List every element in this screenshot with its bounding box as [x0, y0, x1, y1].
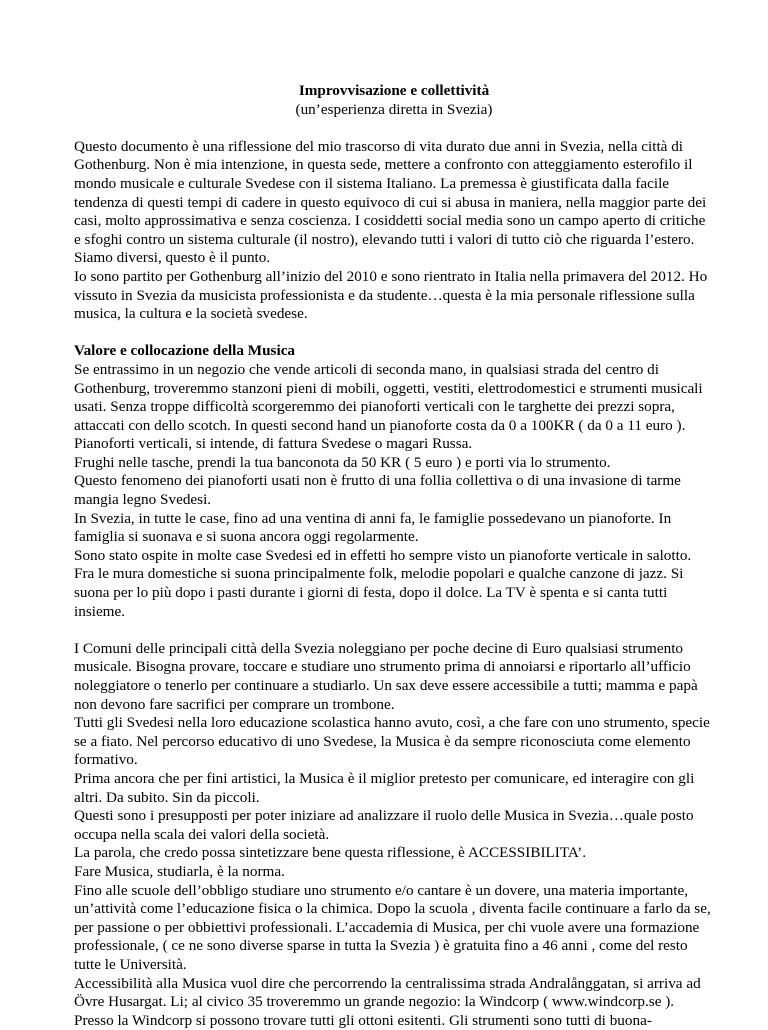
section-accessibilita [74, 640, 714, 1030]
section-paragraph: Frughi nelle tasche, prendi la tua banconota da 50 KR ( 5 euro ) e porti via lo strumento. [74, 454, 714, 473]
section-paragraph: Sono stato ospite in molte case Svedesi ed in effetti ho sempre visto un pianoforte verticale in salotto. Fra le mura domestiche si suona principalmente folk, melodie popolari e qualche canzone di jazz. Si suona per lo più dopo i pasti durante i giorni di festa, dopo il dolce. La TV è spenta e si canta tutti insieme. [74, 547, 714, 621]
document-subtitle: (un’esperienza diretta in Svezia) [74, 101, 714, 120]
body-paragraph: Questi sono i presupposti per poter iniziare ad analizzare il ruolo delle Musica in Svezia…quale posto occupa nella scala dei valori della società. [74, 807, 714, 844]
body-paragraph: I Comuni delle principali città della Svezia noleggiano per poche decine di Euro qualsiasi strumento musicale. Bisogna provare, toccare e studiare uno strumento prima di annoiarsi e riportarlo all’ufficio noleggiatore o tenerlo per continuare a studiarlo. Un sax deve essere accessibile a tutti; mamma e papà non devono fare sacrifici per comprare un trombone. [74, 640, 714, 714]
body-paragraph: Fare Musica, studiarla, è la norma. [74, 863, 714, 882]
section-paragraph: Questo fenomeno dei pianoforti usati non è frutto di una follia collettiva o di una invasione di tarme mangia legno Svedesi. [74, 472, 714, 509]
paragraph-gap [74, 621, 714, 640]
paragraph-gap [74, 324, 714, 343]
body-paragraph: La parola, che credo possa sintetizzare bene questa riflessione, è ACCESSIBILITA’. [74, 844, 714, 863]
document-title: Improvvisazione e collettività [74, 82, 714, 101]
body-paragraph: Tutti gli Svedesi nella loro educazione scolastica hanno avuto, così, a che fare con uno strumento, specie se a fiato. Nel percorso educativo di uno Svedese, la Musica è da sempre riconosciuta come elemento formativo. [74, 714, 714, 770]
section-paragraph: Se entrassimo in un negozio che vende articoli di seconda mano, in qualsiasi strada del centro di Gothenburg, troveremmo stanzoni pieni di mobili, oggetti, vestiti, elettrodomestici e strumenti musicali usati. Senza troppe difficoltà scorgeremmo dei pianoforti verticali con le targhette dei prezzi sopra, attaccati con dello scotch. In questi second hand un pianoforte costa da 0 a 100KR ( da 0 a 11 euro ). Pianoforti verticali, si intende, di fattura Svedese o magari Russa. [74, 361, 714, 454]
intro-paragraph: Io sono partito per Gothenburg all’inizio del 2010 e sono rientrato in Italia nella primavera del 2012. Ho vissuto in Svezia da musicista professionista e da studente…questa è la mia personale riflessione sulla musica, la cultura e la società svedese. [74, 268, 714, 324]
intro-section [74, 138, 714, 324]
intro-paragraph: Questo documento è una riflessione del mio trascorso di vita durato due anni in Svezia, nella città di Gothenburg. Non è mia intenzione, in questa sede, mettere a confronto con atteggiamento esterofilo il mondo musicale e culturale Svedese con il sistema Italiano. La premessa è giustificata dalla facile tendenza di questi tempi di cadere in questo equivoco di cui si abusa in maniera, nella maggior parte dei casi, molto approssimativa e senza coscienza. I cosiddetti social media sono un campo aperto di critiche e sfoghi contro un sistema culturale (il nostro), elevando tutti i valori di tutto ciò che riguarda l’estero. Siamo diversi, questo è il punto. [74, 138, 714, 268]
body-paragraph: Prima ancora che per fini artistici, la Musica è il miglior pretesto per comunicare, ed interagire con gli altri. Da subito. Sin da piccoli. [74, 770, 714, 807]
body-paragraph: Fino alle scuole dell’obbligo studiare uno strumento e/o cantare è un dovere, una materia importante, un’attività come l’educazione fisica o la chimica. Dopo la scuola , diventa facile continuare a farlo da se, per passione o per obbiettivi professionali. L’accademia di Musica, per chi vuole avere una formazione professionale, ( ce ne sono diverse sparse in tutta la Svezia ) è gratuita fino a 46 anni , come del resto tutte le Università. [74, 882, 714, 975]
section-heading: Valore e collocazione della Musica [74, 342, 714, 361]
body-paragraph: Accessibilità alla Musica vuol dire che percorrendo la centralissima strada Andralånggatan, si arriva ad Övre Husargat. Li; al civico 35 troveremmo un grande negozio: la Windcorp ( www.windcorp.se ). Presso la Windcorp si possono trovare tutti gli ottoni esitenti. Gli strumenti sono tutti di buona- [74, 975, 714, 1030]
document-page [74, 82, 714, 1030]
section-valore [74, 342, 714, 621]
section-paragraph: In Svezia, in tutte le case, fino ad una ventina di anni fa, le famiglie possedevano un pianoforte. In famiglia si suonava e si suona ancora oggi regolarmente. [74, 510, 714, 547]
